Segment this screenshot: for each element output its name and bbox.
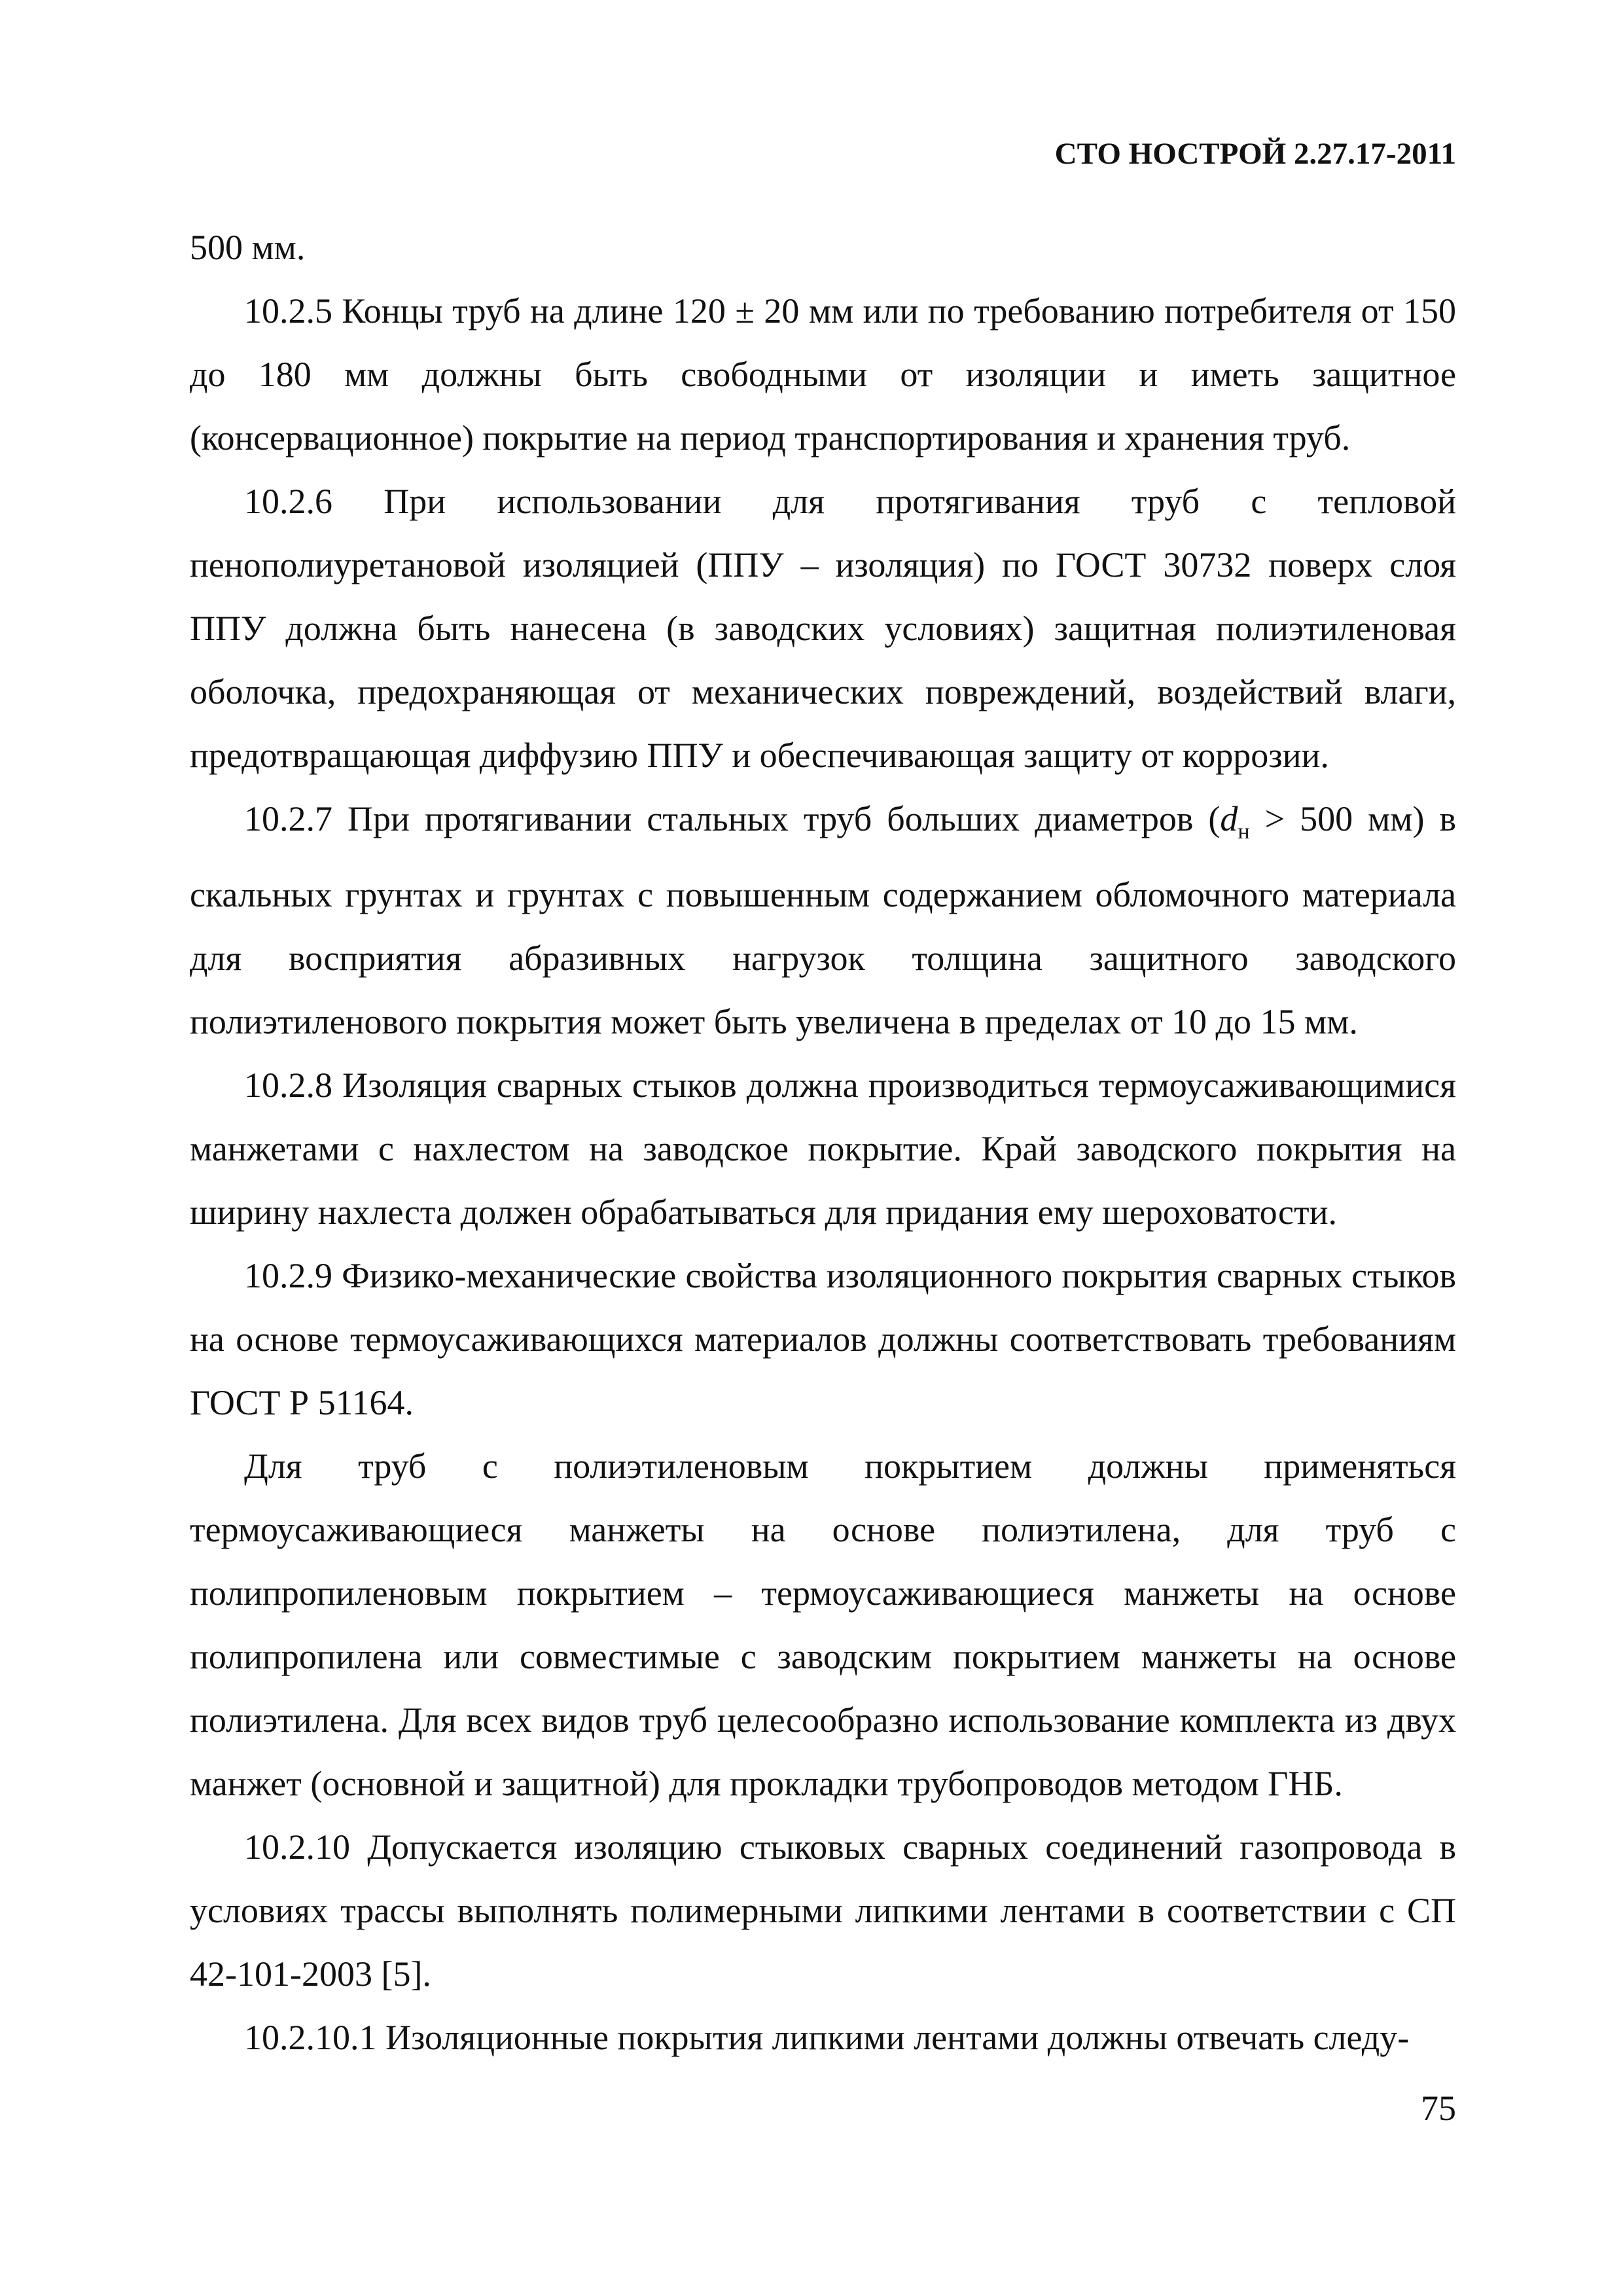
paragraph-10-2-9: 10.2.9 Физико-механические свойства изоляционного покрытия сварных стыков на основе термоусаживающихся материалов должны соответствовать требованиям ГОСТ Р 51164.: [190, 1255, 1456, 1422]
diameter-subscript: н: [1238, 819, 1250, 844]
paragraph-10-2-7: [190, 787, 1456, 1054]
document-body: [190, 216, 1456, 2070]
document-header: СТО НОСТРОЙ 2.27.17-2011: [1054, 137, 1456, 171]
paragraph-10-2-10: 10.2.10 Допускается изоляцию стыковых сварных соединений газопровода в условиях трассы выполнять полимерными липкими лентами в соответствии с СП 42-101-2003 [5].: [190, 1827, 1456, 1994]
paragraph-10-2-10-1: 10.2.10.1 Изоляционные покрытия липкими лентами должны отвечать следу-: [244, 2017, 1410, 2057]
paragraph-continuation: 500 мм.: [190, 228, 306, 267]
paragraph-10-2-5: 10.2.5 Концы труб на длине 120 ± 20 мм или по требованию потребителя от 150 до 180 мм должны быть свободными от изоляции и иметь защитное (консервационное) покрытие на период транспортирования и хранения труб.: [190, 291, 1456, 457]
paragraph-10-2-7-end: > 500 мм) в скальных грунтах и грунтах с повышенным содержанием обломочного материала для восприятия абразивных нагрузок толщина защитного заводского полиэтиленового покрытия может быть увеличена в пределах от 10 до 15 мм.: [190, 799, 1456, 1041]
paragraph-pipe-sleeves: Для труб с полиэтиленовым покрытием должны применяться термоусаживающиеся манжеты на основе полиэтилена, для труб с полипропиленовым покрытием – термоусаживающиеся манжеты на основе полипропилена или совместимые с заводским покрытием манжеты на основе полиэтилена. Для всех видов труб целесообразно использование комплекта из двух манжет (основной и защитной) для прокладки трубопроводов методом ГНБ.: [190, 1446, 1456, 1803]
diameter-symbol: d: [1220, 799, 1238, 838]
page-number: 75: [1421, 2089, 1456, 2128]
paragraph-10-2-6: 10.2.6 При использовании для протягивания труб с тепловой пенополиуретановой изоляцией (ППУ – изоляция) по ГОСТ 30732 поверх слоя ППУ должна быть нанесена (в заводских условиях) защитная полиэтиленовая оболочка, предохраняющая от механических повреждений, воздействий влаги, предотвращающая диффузию ППУ и обеспечивающая защиту от коррозии.: [190, 482, 1456, 775]
paragraph-10-2-8: 10.2.8 Изоляция сварных стыков должна производиться термоусаживающимися манжетами с нахлестом на заводское покрытие. Край заводского покрытия на ширину нахлеста должен обрабатываться для придания ему шероховатости.: [190, 1065, 1456, 1232]
paragraph-10-2-7-start: 10.2.7 При протягивании стальных труб больших диаметров (: [244, 799, 1221, 838]
